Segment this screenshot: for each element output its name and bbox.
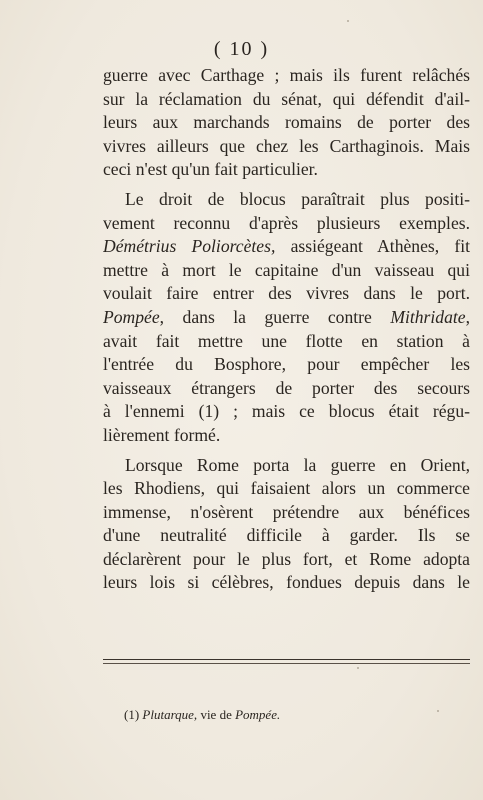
text-line: voulait faire entrer des vivres dans le port. — [103, 283, 470, 304]
text-line: vement reconnu d'après plusieurs exemples. — [103, 212, 470, 233]
text-line: vivres ailleurs que chez les Carthaginois. Mais — [103, 135, 470, 156]
text-line: lièrement formé. — [103, 424, 221, 445]
footnote-marker: (1) — [124, 707, 143, 722]
text-line: l'entrée du Bosphore, pour empêcher les — [103, 354, 470, 375]
text-line: Le droit de blocus paraîtrait plus positi- — [125, 188, 470, 209]
footnote-rule — [103, 659, 470, 660]
text-run: , — [465, 306, 470, 327]
page-number: ( 10 ) — [213, 38, 270, 60]
text-line: sur la réclamation du sénat, qui défendit d'ail- — [103, 88, 470, 109]
text-line: déclarèrent pour le plus fort, et Rome adopta — [103, 548, 470, 569]
text-line — [103, 306, 470, 330]
italic-name: Pompée — [103, 306, 160, 327]
italic-name: Démétrius Poliorcètes, — [103, 236, 276, 257]
text-line: vaisseaux étrangers de porter des secours — [103, 377, 470, 398]
text-line: immense, n'osèrent prétendre aux bénéfices — [103, 501, 470, 522]
paper-speck — [437, 710, 439, 712]
body-text — [103, 64, 470, 595]
paper-speck — [357, 667, 359, 669]
text-line: Lorsque Rome porta la guerre en Orient, — [125, 454, 470, 475]
text-line: leurs lois si célèbres, fondues depuis dans le — [103, 572, 470, 593]
text-line — [103, 235, 470, 259]
text-line: leurs aux marchands romains de porter des — [103, 112, 470, 133]
footnote-text: vie de — [197, 707, 236, 722]
italic-name: Mithridate — [390, 306, 466, 327]
text-line: d'une neutralité difficile à garder. Ils se — [103, 525, 470, 546]
text-line: les Rhodiens, qui faisaient alors un commerce — [103, 478, 470, 499]
footnote — [124, 707, 280, 723]
footnote-rule-thin — [103, 663, 470, 664]
paper-speck — [347, 20, 349, 22]
footnote-title: Pompée. — [235, 707, 281, 722]
text-line: avait fait mettre une flotte en station à — [103, 330, 470, 351]
text-line: à l'ennemi (1) ; mais ce blocus était régu- — [103, 401, 470, 422]
text-line: ceci n'est qu'un fait particulier. — [103, 159, 318, 180]
text-line: guerre avec Carthage ; mais ils furent relâchés — [103, 65, 470, 85]
text-line: mettre à mort le capitaine d'un vaisseau qui — [103, 259, 470, 280]
text-run: , dans la guerre contre — [159, 306, 391, 327]
footnote-author: Plutarque, — [142, 707, 198, 722]
text-run: assiégeant Athènes, fit — [275, 236, 470, 257]
